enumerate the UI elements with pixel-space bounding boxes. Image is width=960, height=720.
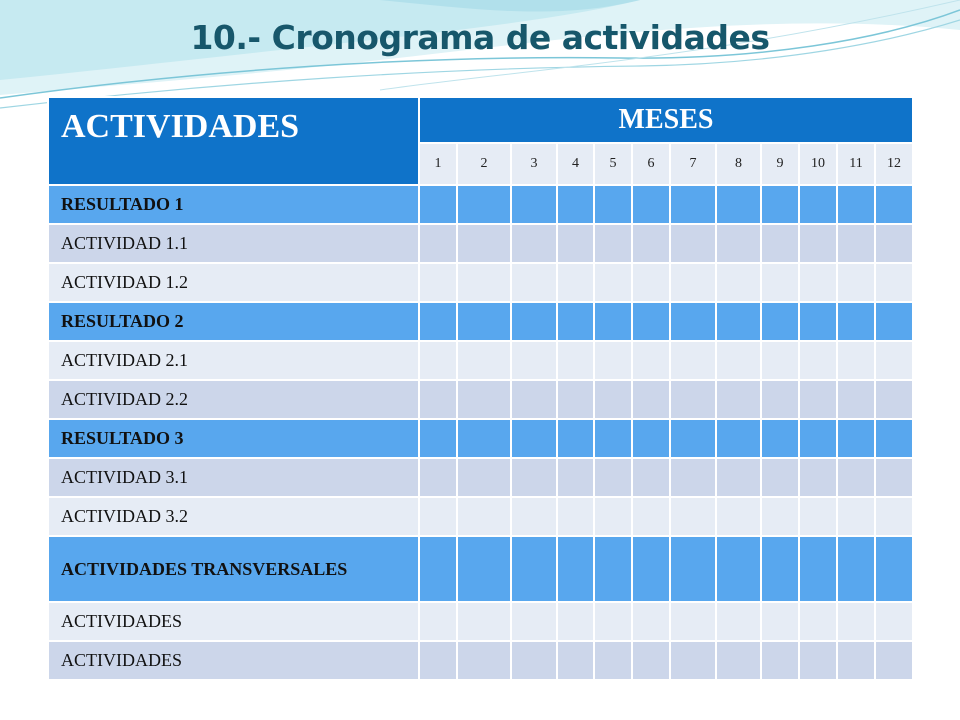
month-cell[interactable] bbox=[670, 185, 716, 224]
row-label: ACTIVIDAD 3.2 bbox=[48, 497, 419, 536]
month-cell[interactable] bbox=[761, 458, 799, 497]
month-cell[interactable] bbox=[594, 602, 632, 641]
month-cell[interactable] bbox=[594, 380, 632, 419]
month-cell[interactable] bbox=[837, 341, 875, 380]
month-cell[interactable] bbox=[632, 458, 670, 497]
month-cell[interactable] bbox=[557, 302, 594, 341]
month-cell[interactable] bbox=[632, 224, 670, 263]
month-cell[interactable] bbox=[875, 380, 913, 419]
result-row bbox=[48, 419, 913, 458]
month-cell[interactable] bbox=[594, 185, 632, 224]
month-cell[interactable] bbox=[716, 263, 761, 302]
month-cell[interactable] bbox=[557, 641, 594, 680]
month-cell[interactable] bbox=[670, 458, 716, 497]
month-cell[interactable] bbox=[716, 602, 761, 641]
month-cell[interactable] bbox=[875, 302, 913, 341]
month-cell[interactable] bbox=[511, 380, 557, 419]
month-1-header: 1 bbox=[419, 143, 457, 185]
month-cell[interactable] bbox=[511, 641, 557, 680]
month-cell[interactable] bbox=[511, 224, 557, 263]
month-cell[interactable] bbox=[716, 302, 761, 341]
schedule-table bbox=[47, 96, 914, 681]
month-cell[interactable] bbox=[632, 602, 670, 641]
month-cell[interactable] bbox=[716, 497, 761, 536]
month-cell[interactable] bbox=[670, 263, 716, 302]
month-cell[interactable] bbox=[799, 263, 837, 302]
month-6-header: 6 bbox=[632, 143, 670, 185]
month-cell[interactable] bbox=[875, 419, 913, 458]
month-cell[interactable] bbox=[419, 224, 457, 263]
month-cell[interactable] bbox=[594, 341, 632, 380]
month-cell[interactable] bbox=[670, 602, 716, 641]
month-cell[interactable] bbox=[799, 380, 837, 419]
activity-row bbox=[48, 263, 913, 302]
month-cell[interactable] bbox=[761, 536, 799, 602]
month-cell[interactable] bbox=[557, 497, 594, 536]
month-cell[interactable] bbox=[457, 185, 511, 224]
month-cell[interactable] bbox=[594, 224, 632, 263]
activity-row bbox=[48, 380, 913, 419]
month-cell[interactable] bbox=[632, 185, 670, 224]
month-cell[interactable] bbox=[557, 419, 594, 458]
month-cell[interactable] bbox=[457, 602, 511, 641]
month-cell[interactable] bbox=[837, 185, 875, 224]
month-2-header: 2 bbox=[457, 143, 511, 185]
row-label: ACTIVIDADES bbox=[48, 641, 419, 680]
month-cell[interactable] bbox=[511, 419, 557, 458]
month-cell[interactable] bbox=[670, 341, 716, 380]
month-11-header: 11 bbox=[837, 143, 875, 185]
month-cell[interactable] bbox=[875, 263, 913, 302]
month-cell[interactable] bbox=[457, 224, 511, 263]
month-cell[interactable] bbox=[511, 536, 557, 602]
month-cell[interactable] bbox=[837, 536, 875, 602]
month-cell[interactable] bbox=[457, 341, 511, 380]
month-cell[interactable] bbox=[799, 185, 837, 224]
month-cell[interactable] bbox=[594, 263, 632, 302]
month-cell[interactable] bbox=[837, 380, 875, 419]
month-cell[interactable] bbox=[799, 341, 837, 380]
month-cell[interactable] bbox=[632, 302, 670, 341]
month-cell[interactable] bbox=[419, 536, 457, 602]
month-cell[interactable] bbox=[761, 341, 799, 380]
result-row bbox=[48, 185, 913, 224]
row-label: RESULTADO 3 bbox=[48, 419, 419, 458]
month-cell[interactable] bbox=[557, 602, 594, 641]
month-cell[interactable] bbox=[557, 224, 594, 263]
row-label: ACTIVIDADES bbox=[48, 602, 419, 641]
month-cell[interactable] bbox=[419, 341, 457, 380]
month-cell[interactable] bbox=[761, 185, 799, 224]
activity-row bbox=[48, 497, 913, 536]
row-label: ACTIVIDADES TRANSVERSALES bbox=[48, 536, 419, 602]
month-cell[interactable] bbox=[419, 380, 457, 419]
month-cell[interactable] bbox=[511, 185, 557, 224]
month-cell[interactable] bbox=[761, 302, 799, 341]
month-cell[interactable] bbox=[632, 419, 670, 458]
month-3-header: 3 bbox=[511, 143, 557, 185]
month-cell[interactable] bbox=[557, 536, 594, 602]
month-cell[interactable] bbox=[670, 419, 716, 458]
month-cell[interactable] bbox=[632, 497, 670, 536]
month-5-header: 5 bbox=[594, 143, 632, 185]
month-9-header: 9 bbox=[761, 143, 799, 185]
month-cell[interactable] bbox=[557, 380, 594, 419]
month-cell[interactable] bbox=[511, 263, 557, 302]
month-cell[interactable] bbox=[594, 497, 632, 536]
row-label: ACTIVIDAD 3.1 bbox=[48, 458, 419, 497]
month-cell[interactable] bbox=[837, 497, 875, 536]
month-cell[interactable] bbox=[716, 458, 761, 497]
month-cell[interactable] bbox=[799, 224, 837, 263]
month-cell[interactable] bbox=[761, 641, 799, 680]
month-cell[interactable] bbox=[419, 263, 457, 302]
month-cell[interactable] bbox=[799, 458, 837, 497]
result-row bbox=[48, 536, 913, 602]
month-cell[interactable] bbox=[837, 302, 875, 341]
month-cell[interactable] bbox=[594, 458, 632, 497]
month-cell[interactable] bbox=[594, 302, 632, 341]
activities-column-header: ACTIVIDADES bbox=[48, 97, 419, 185]
month-cell[interactable] bbox=[761, 263, 799, 302]
month-cell[interactable] bbox=[837, 263, 875, 302]
month-cell[interactable] bbox=[837, 602, 875, 641]
month-cell[interactable] bbox=[632, 641, 670, 680]
month-12-header: 12 bbox=[875, 143, 913, 185]
row-label: ACTIVIDAD 1.1 bbox=[48, 224, 419, 263]
month-cell[interactable] bbox=[670, 224, 716, 263]
month-cell[interactable] bbox=[716, 380, 761, 419]
month-cell[interactable] bbox=[875, 341, 913, 380]
row-label: RESULTADO 2 bbox=[48, 302, 419, 341]
month-cell[interactable] bbox=[837, 224, 875, 263]
month-cell[interactable] bbox=[419, 497, 457, 536]
activity-row bbox=[48, 458, 913, 497]
slide-title: 10.- Cronograma de actividades bbox=[190, 18, 770, 57]
month-cell[interactable] bbox=[716, 185, 761, 224]
month-cell[interactable] bbox=[457, 380, 511, 419]
month-cell[interactable] bbox=[716, 341, 761, 380]
month-cell[interactable] bbox=[419, 458, 457, 497]
month-cell[interactable] bbox=[716, 536, 761, 602]
months-column-header: MESES bbox=[419, 97, 913, 143]
month-cell[interactable] bbox=[419, 602, 457, 641]
month-cell[interactable] bbox=[799, 419, 837, 458]
month-cell[interactable] bbox=[419, 185, 457, 224]
month-cell[interactable] bbox=[511, 302, 557, 341]
month-cell[interactable] bbox=[557, 263, 594, 302]
month-cell[interactable] bbox=[594, 536, 632, 602]
month-cell[interactable] bbox=[632, 263, 670, 302]
month-cell[interactable] bbox=[632, 380, 670, 419]
month-cell[interactable] bbox=[594, 641, 632, 680]
month-cell[interactable] bbox=[875, 641, 913, 680]
month-cell[interactable] bbox=[557, 458, 594, 497]
month-cell[interactable] bbox=[761, 224, 799, 263]
month-cell[interactable] bbox=[511, 602, 557, 641]
month-cell[interactable] bbox=[875, 185, 913, 224]
month-cell[interactable] bbox=[799, 302, 837, 341]
month-cell[interactable] bbox=[670, 380, 716, 419]
month-cell[interactable] bbox=[761, 419, 799, 458]
month-cell[interactable] bbox=[594, 419, 632, 458]
activity-row bbox=[48, 224, 913, 263]
month-cell[interactable] bbox=[837, 458, 875, 497]
month-cell[interactable] bbox=[761, 380, 799, 419]
row-label: RESULTADO 1 bbox=[48, 185, 419, 224]
activity-row bbox=[48, 641, 913, 680]
month-cell[interactable] bbox=[419, 419, 457, 458]
month-cell[interactable] bbox=[875, 458, 913, 497]
month-cell[interactable] bbox=[419, 641, 457, 680]
month-cell[interactable] bbox=[875, 224, 913, 263]
month-cell[interactable] bbox=[457, 536, 511, 602]
month-cell[interactable] bbox=[419, 302, 457, 341]
month-cell[interactable] bbox=[799, 536, 837, 602]
activity-row bbox=[48, 341, 913, 380]
month-cell[interactable] bbox=[632, 341, 670, 380]
month-cell[interactable] bbox=[511, 497, 557, 536]
month-cell[interactable] bbox=[716, 641, 761, 680]
month-cell[interactable] bbox=[799, 602, 837, 641]
month-cell[interactable] bbox=[457, 419, 511, 458]
month-cell[interactable] bbox=[799, 497, 837, 536]
month-cell[interactable] bbox=[716, 224, 761, 263]
month-cell[interactable] bbox=[875, 602, 913, 641]
month-8-header: 8 bbox=[716, 143, 761, 185]
month-7-header: 7 bbox=[670, 143, 716, 185]
month-cell[interactable] bbox=[875, 536, 913, 602]
month-4-header: 4 bbox=[557, 143, 594, 185]
month-cell[interactable] bbox=[632, 536, 670, 602]
month-cell[interactable] bbox=[511, 458, 557, 497]
month-cell[interactable] bbox=[670, 497, 716, 536]
month-cell[interactable] bbox=[837, 419, 875, 458]
month-10-header: 10 bbox=[799, 143, 837, 185]
month-cell[interactable] bbox=[670, 536, 716, 602]
month-cell[interactable] bbox=[557, 341, 594, 380]
month-cell[interactable] bbox=[557, 185, 594, 224]
month-cell[interactable] bbox=[670, 302, 716, 341]
month-cell[interactable] bbox=[457, 263, 511, 302]
month-cell[interactable] bbox=[716, 419, 761, 458]
month-cell[interactable] bbox=[457, 641, 511, 680]
row-label: ACTIVIDAD 1.2 bbox=[48, 263, 419, 302]
result-row bbox=[48, 302, 913, 341]
month-cell[interactable] bbox=[457, 497, 511, 536]
row-label: ACTIVIDAD 2.2 bbox=[48, 380, 419, 419]
month-cell[interactable] bbox=[761, 602, 799, 641]
month-cell[interactable] bbox=[670, 641, 716, 680]
month-cell[interactable] bbox=[761, 497, 799, 536]
month-cell[interactable] bbox=[875, 497, 913, 536]
month-cell[interactable] bbox=[837, 641, 875, 680]
month-cell[interactable] bbox=[457, 302, 511, 341]
month-cell[interactable] bbox=[799, 641, 837, 680]
month-cell[interactable] bbox=[511, 341, 557, 380]
row-label: ACTIVIDAD 2.1 bbox=[48, 341, 419, 380]
month-cell[interactable] bbox=[457, 458, 511, 497]
activity-row bbox=[48, 602, 913, 641]
